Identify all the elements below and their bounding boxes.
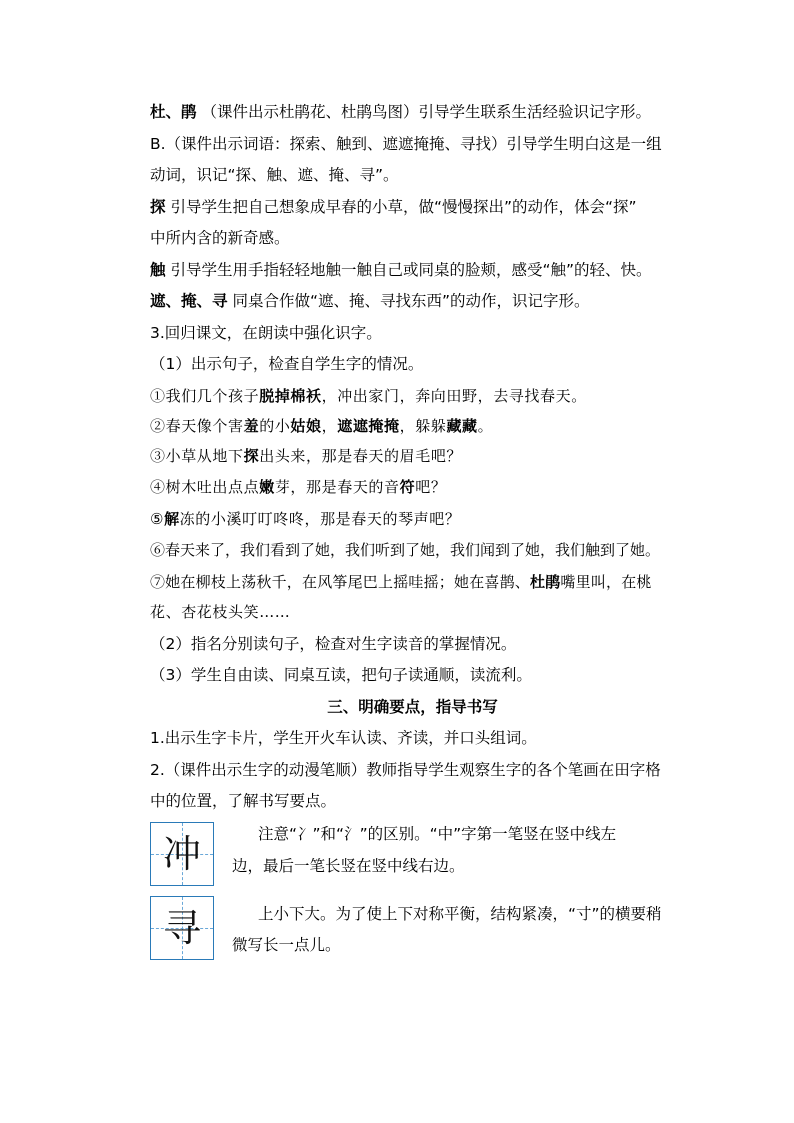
sentence-4: ④树木吐出点点嫩芽，那是春天的音符吧？ — [150, 478, 447, 496]
para-sub2: （2）指名分别读句子，检查对生字读音的掌握情况。 — [150, 635, 517, 653]
note-xun-line1: 上小下大。为了使上下对称平衡，结构紧凑，“寸”的横要稍 — [258, 905, 662, 923]
sentence-6: ⑥春天来了，我们看到了她，我们听到了她，我们闻到了她，我们触到了她。 — [150, 541, 661, 559]
sentence-3: ③小草从地下探出头来，那是春天的眉毛吧？ — [150, 447, 463, 465]
para-writing-2-line1: 2.（课件出示生字的动漫笔顺）教师指导学生观察生字的各个笔画在田字格 — [150, 761, 661, 779]
note-chong-line2: 边，最后一笔长竖在竖中线右边。 — [232, 857, 465, 875]
para-sub3: （3）学生自由读、同桌互读，把句子读通顺，读流利。 — [150, 666, 532, 684]
note-xun-line2: 微写长一点儿。 — [232, 936, 341, 954]
para-chu: 触 引导学生用手指轻轻地触一触自己或同桌的脸颊，感受“触”的轻、快。 — [150, 261, 652, 279]
sentence-7-line2: 花、杏花枝头笑…… — [150, 603, 291, 621]
para-tan-line2: 中所内含的新奇感。 — [150, 229, 290, 247]
section-heading-3: 三、明确要点，指导书写 — [327, 698, 498, 716]
para-b-line2: 动词，识记“探、触、遮、掩、寻”。 — [150, 166, 399, 184]
sentence-1: ①我们几个孩子脱掉棉袄，冲出家门，奔向田野，去寻找春天。 — [150, 387, 587, 405]
tianzi-grid-xun — [150, 896, 214, 960]
note-chong-line1: 注意“冫”和“氵”的区别。“中”字第一笔竖在竖中线左 — [258, 825, 617, 843]
tianzi-grid-chong — [150, 822, 214, 886]
para-tan-line1: 探 引导学生把自己想象成早春的小草，做“慢慢探出”的动作，体会“探” — [150, 198, 637, 216]
sentence-5: ⑤解冻的小溪叮叮咚咚，那是春天的琴声吧？ — [150, 510, 461, 528]
para-du-juan: 杜、鹃 （课件出示杜鹃花、杜鹃鸟图）引导学生联系生活经验识记字形。 — [150, 103, 651, 121]
para-writing-2-line2: 中的位置，了解书写要点。 — [150, 792, 337, 810]
para-b-line1: B.（课件出示词语：探索、触到、遮遮掩掩、寻找）引导学生明白这是一组 — [150, 135, 662, 153]
sentence-7-line1: ⑦她在柳枝上荡秋千，在风筝尾巴上摇哇摇；她在喜鹊、杜鹃嘴里叫，在桃 — [150, 573, 652, 591]
para-writing-1: 1.出示生字卡片，学生开火车认读、齐读，并口头组词。 — [150, 729, 537, 747]
sentence-2: ②春天像个害羞的小姑娘，遮遮掩掩，躲躲藏藏。 — [150, 417, 494, 435]
para-step3: 3.回归课文，在朗读中强化识字。 — [150, 324, 382, 342]
para-zhe-yan-xun: 遮、掩、寻 同桌合作做“遮、掩、寻找东西”的动作，识记字形。 — [150, 292, 590, 310]
para-sub1: （1）出示句子，检查自学生字的情况。 — [150, 355, 424, 373]
char-xun: 寻 — [162, 906, 201, 950]
char-chong: 冲 — [162, 832, 201, 876]
